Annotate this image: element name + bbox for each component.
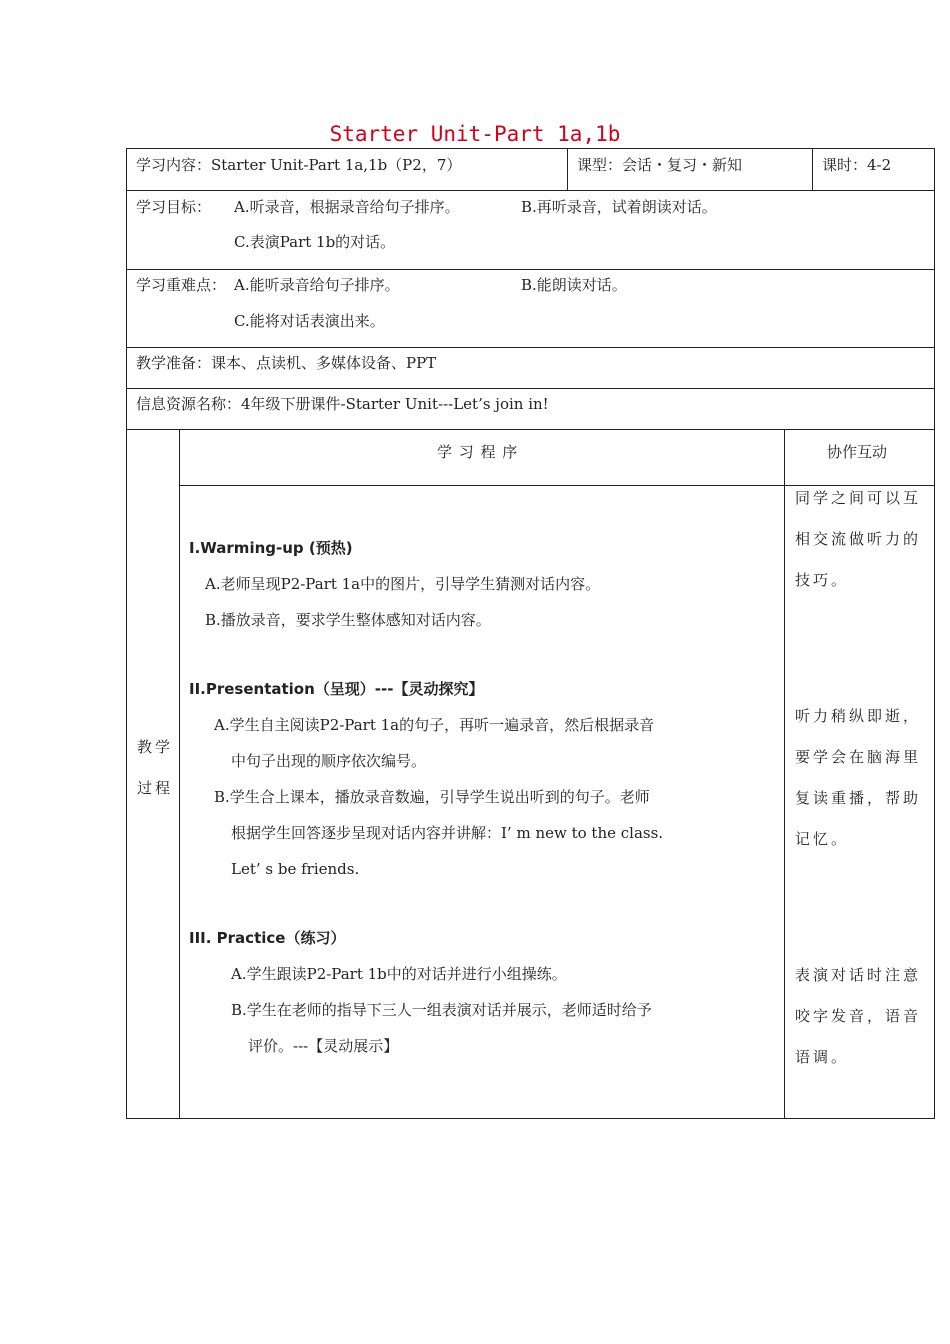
row-divider [126, 388, 935, 389]
note-line: 听力稍纵即逝， [795, 707, 922, 725]
objectives-label: 学习目标： [136, 198, 212, 216]
col-header-interaction: 协作互动 [827, 443, 888, 461]
warmup-heading: I.Warming-up (预热) [189, 539, 353, 557]
note-line: 语调。 [795, 1048, 850, 1066]
class-period: 课时：4-2 [822, 156, 892, 174]
practice-step-a: A.学生跟读P2-Part 1b中的对话并进行小组操练。 [231, 965, 567, 983]
row-divider [126, 269, 935, 270]
objective-b: B.再听录音，试着朗读对话。 [521, 198, 717, 216]
key-point-c: C.能将对话表演出来。 [234, 312, 385, 330]
interaction-note-1 [795, 478, 935, 601]
table-border-bottom [126, 1118, 935, 1119]
note-line: 同学之间可以互 [795, 489, 922, 507]
col-divider [812, 148, 813, 190]
col-divider [567, 148, 568, 190]
presentation-step-b-cont: Let’ s be friends. [231, 860, 360, 878]
note-line: 咬字发音，语音 [795, 1007, 922, 1025]
table-border-left [126, 148, 127, 1118]
practice-step-b-cont: 评价。---【灵动展示】 [248, 1037, 399, 1055]
interaction-note-2 [795, 696, 935, 860]
row-divider [126, 429, 935, 430]
teaching-preparation: 教学准备：课本、点读机、多媒体设备、PPT [136, 354, 437, 372]
presentation-step-b: B.学生合上课本，播放录音数遍，引导学生说出听到的句子。老师 [214, 788, 650, 806]
col-header-procedure: 学 习 程 序 [437, 443, 519, 461]
interaction-note-3 [795, 955, 935, 1078]
key-point-a: A.能听录音给句子排序。 [234, 276, 400, 294]
col-divider [784, 429, 785, 1118]
presentation-step-a-cont: 中句子出现的顺序依次编号。 [231, 752, 427, 770]
note-line: 技巧。 [795, 571, 850, 589]
practice-step-b: B.学生在老师的指导下三人一组表演对话并展示，老师适时给予 [231, 1001, 652, 1019]
side-label-line: 过程 [137, 779, 174, 797]
side-label-line: 教学 [137, 738, 174, 756]
table-border-top [126, 148, 935, 149]
learning-content: 学习内容：Starter Unit-Part 1a,1b（P2，7） [136, 156, 462, 174]
lesson-type: 课型：会话・复习・新知 [577, 156, 743, 174]
warmup-step-a: A.老师呈现P2-Part 1a中的图片，引导学生猜测对话内容。 [205, 575, 601, 593]
key-points-label: 学习重难点： [136, 276, 227, 294]
row-divider [126, 347, 935, 348]
note-line: 复读重播，帮助 [795, 789, 922, 807]
key-point-b: B.能朗读对话。 [521, 276, 627, 294]
presentation-heading: II.Presentation（呈现）---【灵动探究】 [189, 680, 484, 698]
presentation-step-b-cont: 根据学生回答逐步呈现对话内容并讲解：I’ m new to the class. [231, 824, 664, 842]
note-line: 表演对话时注意 [795, 966, 922, 984]
note-line: 要学会在脑海里 [795, 748, 922, 766]
objective-a: A.听录音，根据录音给句子排序。 [234, 198, 460, 216]
warmup-step-b: B.播放录音，要求学生整体感知对话内容。 [205, 611, 491, 629]
presentation-step-a: A.学生自主阅读P2-Part 1a的句子，再听一遍录音，然后根据录音 [214, 716, 655, 734]
page-title: Starter Unit-Part 1a,1b [329, 122, 621, 146]
objective-c: C.表演Part 1b的对话。 [234, 233, 396, 251]
practice-heading: III. Practice（练习） [189, 929, 346, 947]
note-line: 记忆。 [795, 830, 850, 848]
note-line: 相交流做听力的 [795, 530, 922, 548]
resource-name: 信息资源名称：4年级下册课件-Starter Unit---Let’s join in! [136, 395, 549, 413]
row-divider [126, 190, 935, 191]
